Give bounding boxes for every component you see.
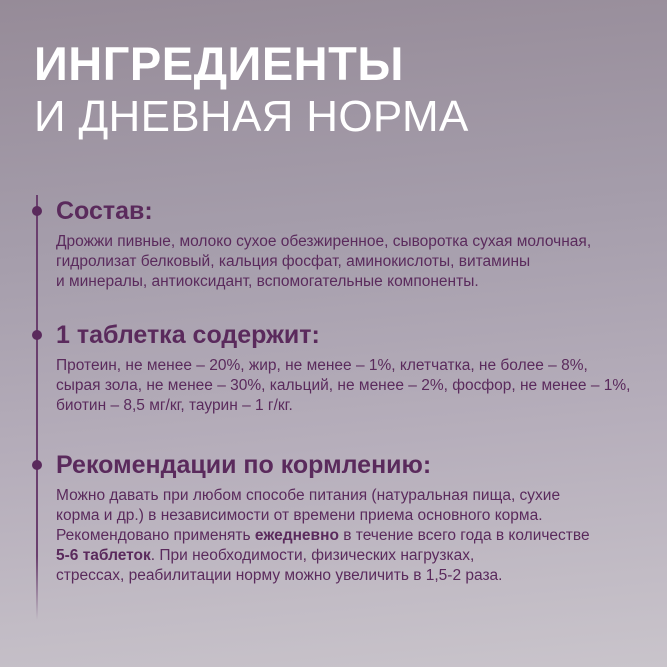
body-line: Дрожжи пивные, молоко сухое обезжиренное, сыворотка сухая молочная, bbox=[56, 233, 592, 250]
bullet-dot-icon bbox=[32, 460, 42, 470]
section-tablet-contents bbox=[56, 320, 647, 416]
section-heading: 1 таблетка содержит: bbox=[56, 321, 320, 349]
body-text: . При необходимости, физических нагрузках, bbox=[150, 547, 475, 564]
page-subtitle: И ДНЕВНАЯ НОРМА bbox=[34, 92, 469, 141]
section-body bbox=[56, 232, 647, 292]
emphasis-dosage: 5-6 таблеток bbox=[56, 547, 151, 564]
section-feeding-recommendations bbox=[56, 450, 647, 586]
body-line: Протеин, не менее – 20%, жир, не менее – 1%, клетчатка, не более – 8%, bbox=[56, 357, 588, 374]
body-line bbox=[56, 526, 647, 546]
bullet-dot-icon bbox=[32, 206, 42, 216]
body-line bbox=[56, 546, 647, 566]
body-line: биотин – 8,5 мг/кг, таурин – 1 г/кг. bbox=[56, 397, 293, 414]
body-line: Можно давать при любом способе питания (натуральная пища, сухие bbox=[56, 487, 561, 504]
section-body bbox=[56, 356, 647, 416]
section-composition bbox=[56, 196, 647, 292]
emphasis-daily: ежедневно bbox=[254, 527, 339, 544]
body-line: и минералы, антиоксидант, вспомогательные компоненты. bbox=[56, 273, 479, 290]
bullet-dot-icon bbox=[32, 330, 42, 340]
section-body bbox=[56, 486, 647, 586]
section-heading: Состав: bbox=[56, 197, 153, 225]
body-line: корма и др.) в независимости от времени приема основного корма. bbox=[56, 507, 543, 524]
body-line: сырая зола, не менее – 30%, кальций, не менее – 2%, фосфор, не менее – 1%, bbox=[56, 377, 631, 394]
body-text: Рекомендовано применять bbox=[56, 527, 255, 544]
timeline-line bbox=[36, 195, 38, 620]
page-title: ИНГРЕДИЕНТЫ bbox=[34, 37, 404, 90]
section-heading: Рекомендации по кормлению: bbox=[56, 451, 432, 479]
body-text: в течение всего года в количестве bbox=[338, 527, 590, 544]
body-line: гидролизат белковый, кальция фосфат, аминокислоты, витамины bbox=[56, 253, 531, 270]
body-line: стрессах, реабилитации норму можно увеличить в 1,5-2 раза. bbox=[56, 567, 503, 584]
